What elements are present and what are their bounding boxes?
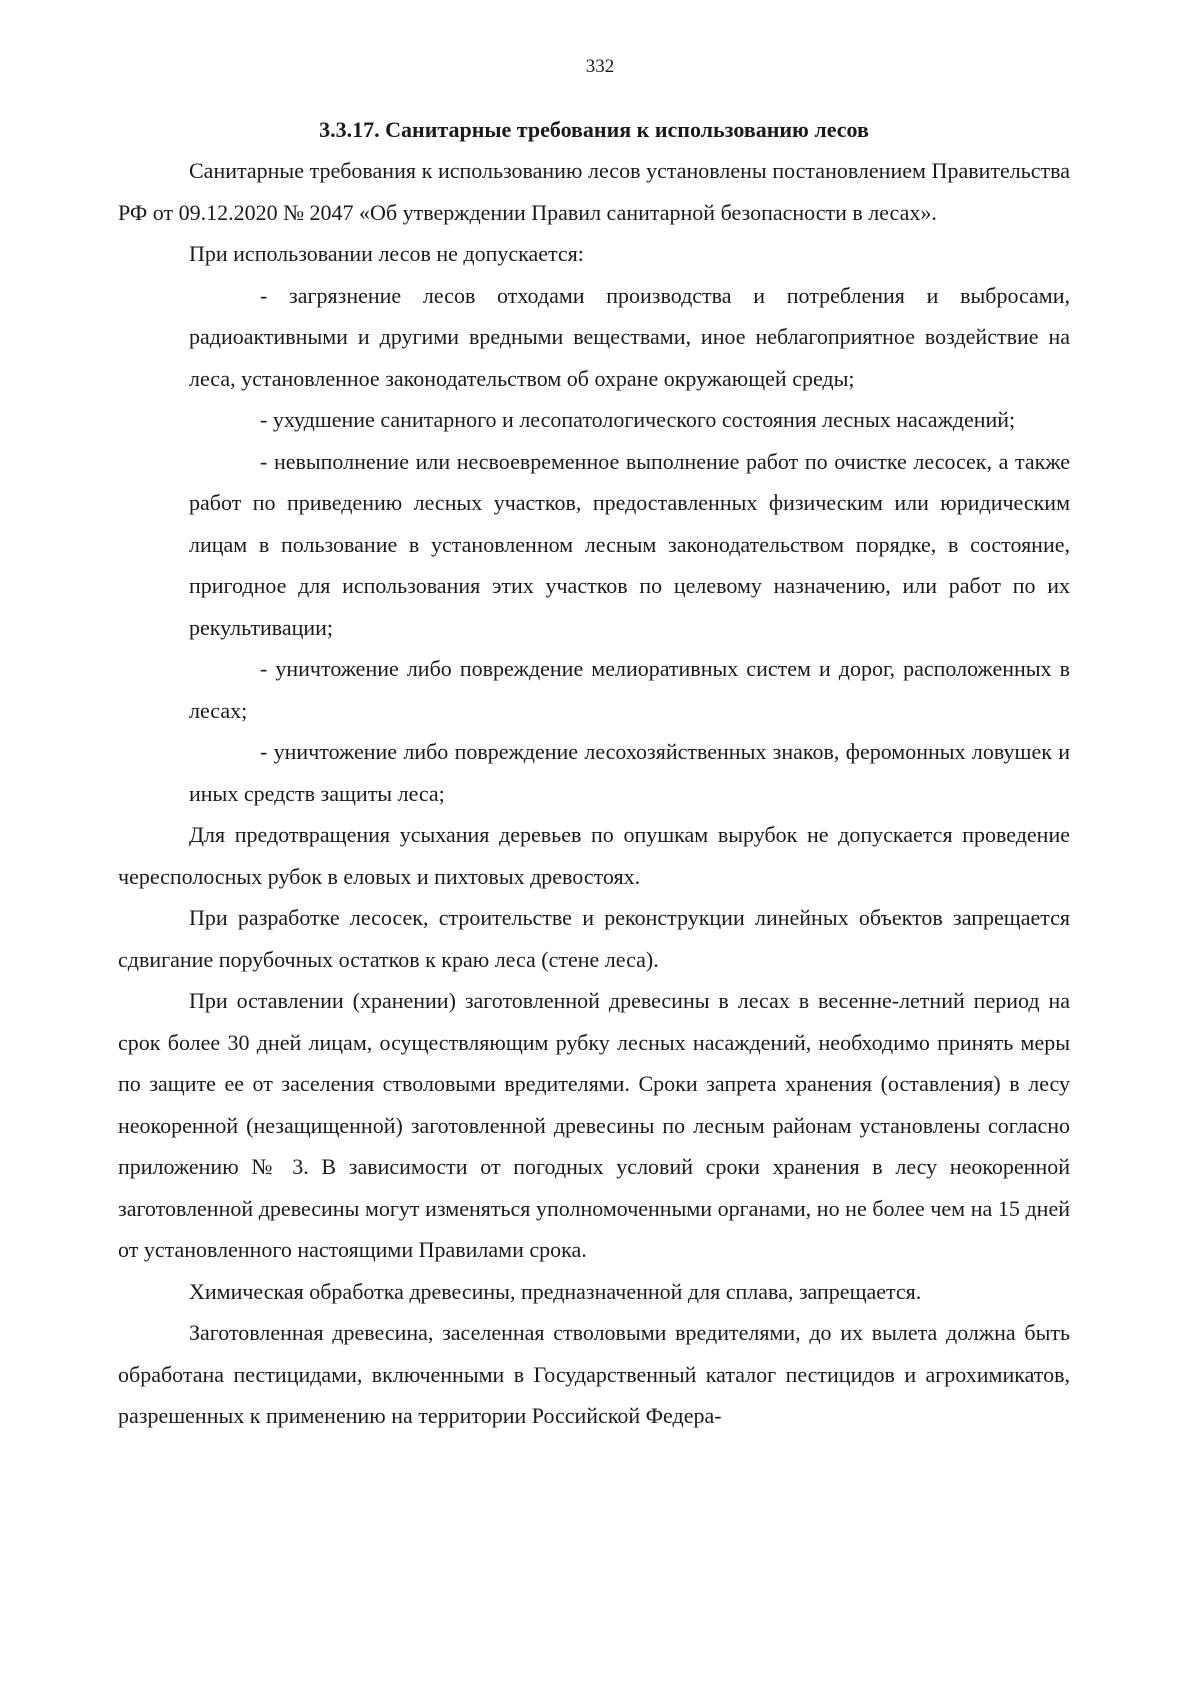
- page-number: 332: [585, 56, 615, 77]
- paragraph-drying-prevention: Для предотвращения усыхания деревьев по опушкам вырубок не допускается проведение чересполосных рубок в еловых и пихтовых древостоях.: [118, 822, 1070, 889]
- paragraph-infested: Заготовленная древесина, заселенная стволовыми вредителями, до их вылета должна быть обработана пестицидами, включенными в Государственный каталог пестицидов и агрохимикатов, разрешенных к применению на территории Российской Федера-: [118, 1320, 1070, 1428]
- prohibition-item: - уничтожение либо повреждение мелиоративных систем и дорог, расположенных в лесах;: [189, 656, 1070, 723]
- prohibition-item: - невыполнение или несвоевременное выполнение работ по очистке лесосек, а также работ по приведению лесных участков, предоставленных физическим или юридическим лицам в пользование в установленном лесным законодательством порядке, в состояние, пригодное для использования этих участков по целевому назначению, или работ по их рекультивации;: [189, 448, 1070, 640]
- paragraph-chemical: Химическая обработка древесины, предназначенной для сплава, запрещается.: [189, 1278, 922, 1304]
- prohibition-item: - ухудшение санитарного и лесопатологического состояния лесных насаждений;: [260, 407, 1016, 432]
- page-content: [118, 110, 1070, 1437]
- prohibition-item: - загрязнение лесов отходами производства и потребления и выбросами, радиоактивными и другими вредными веществами, иное неблагоприятное воздействие на леса, установленное законодательством об охране окружающей среды;: [189, 282, 1070, 391]
- paragraph-intro: Санитарные требования к использованию лесов установлены постановлением Правительства РФ от 09.12.2020 № 2047 «Об утверждении Правил санитарной безопасности в лесах».: [118, 158, 1070, 225]
- paragraph-felling-sites: При разработке лесосек, строительстве и реконструкции линейных объектов запрещается сдвигание порубочных остатков к краю леса (стене леса).: [118, 905, 1070, 972]
- prohibition-item: - уничтожение либо повреждение лесохозяйственных знаков, феромонных ловушек и иных средств защиты леса;: [189, 739, 1070, 806]
- paragraph-not-allowed-lead: При использовании лесов не допускается:: [189, 241, 584, 266]
- paragraph-storage: При оставлении (хранении) заготовленной древесины в лесах в весенне-летний период на срок более 30 дней лицам, осуществляющим рубку лесных насаждений, необходимо принять меры по защите ее от заселения стволовыми вредителями. Сроки запрета хранения (оставления) в лесу неокоренной (незащищенной) заготовленной древесины по лесным районам установлены согласно приложению № 3. В зависимости от погодных условий сроки хранения в лесу неокоренной заготовленной древесины могут изменяться уполномоченными органами, но не более чем на 15 дней от установленного настоящими Правилами срока.: [118, 988, 1070, 1262]
- section-title: 3.3.17. Санитарные требования к использованию лесов: [319, 117, 869, 142]
